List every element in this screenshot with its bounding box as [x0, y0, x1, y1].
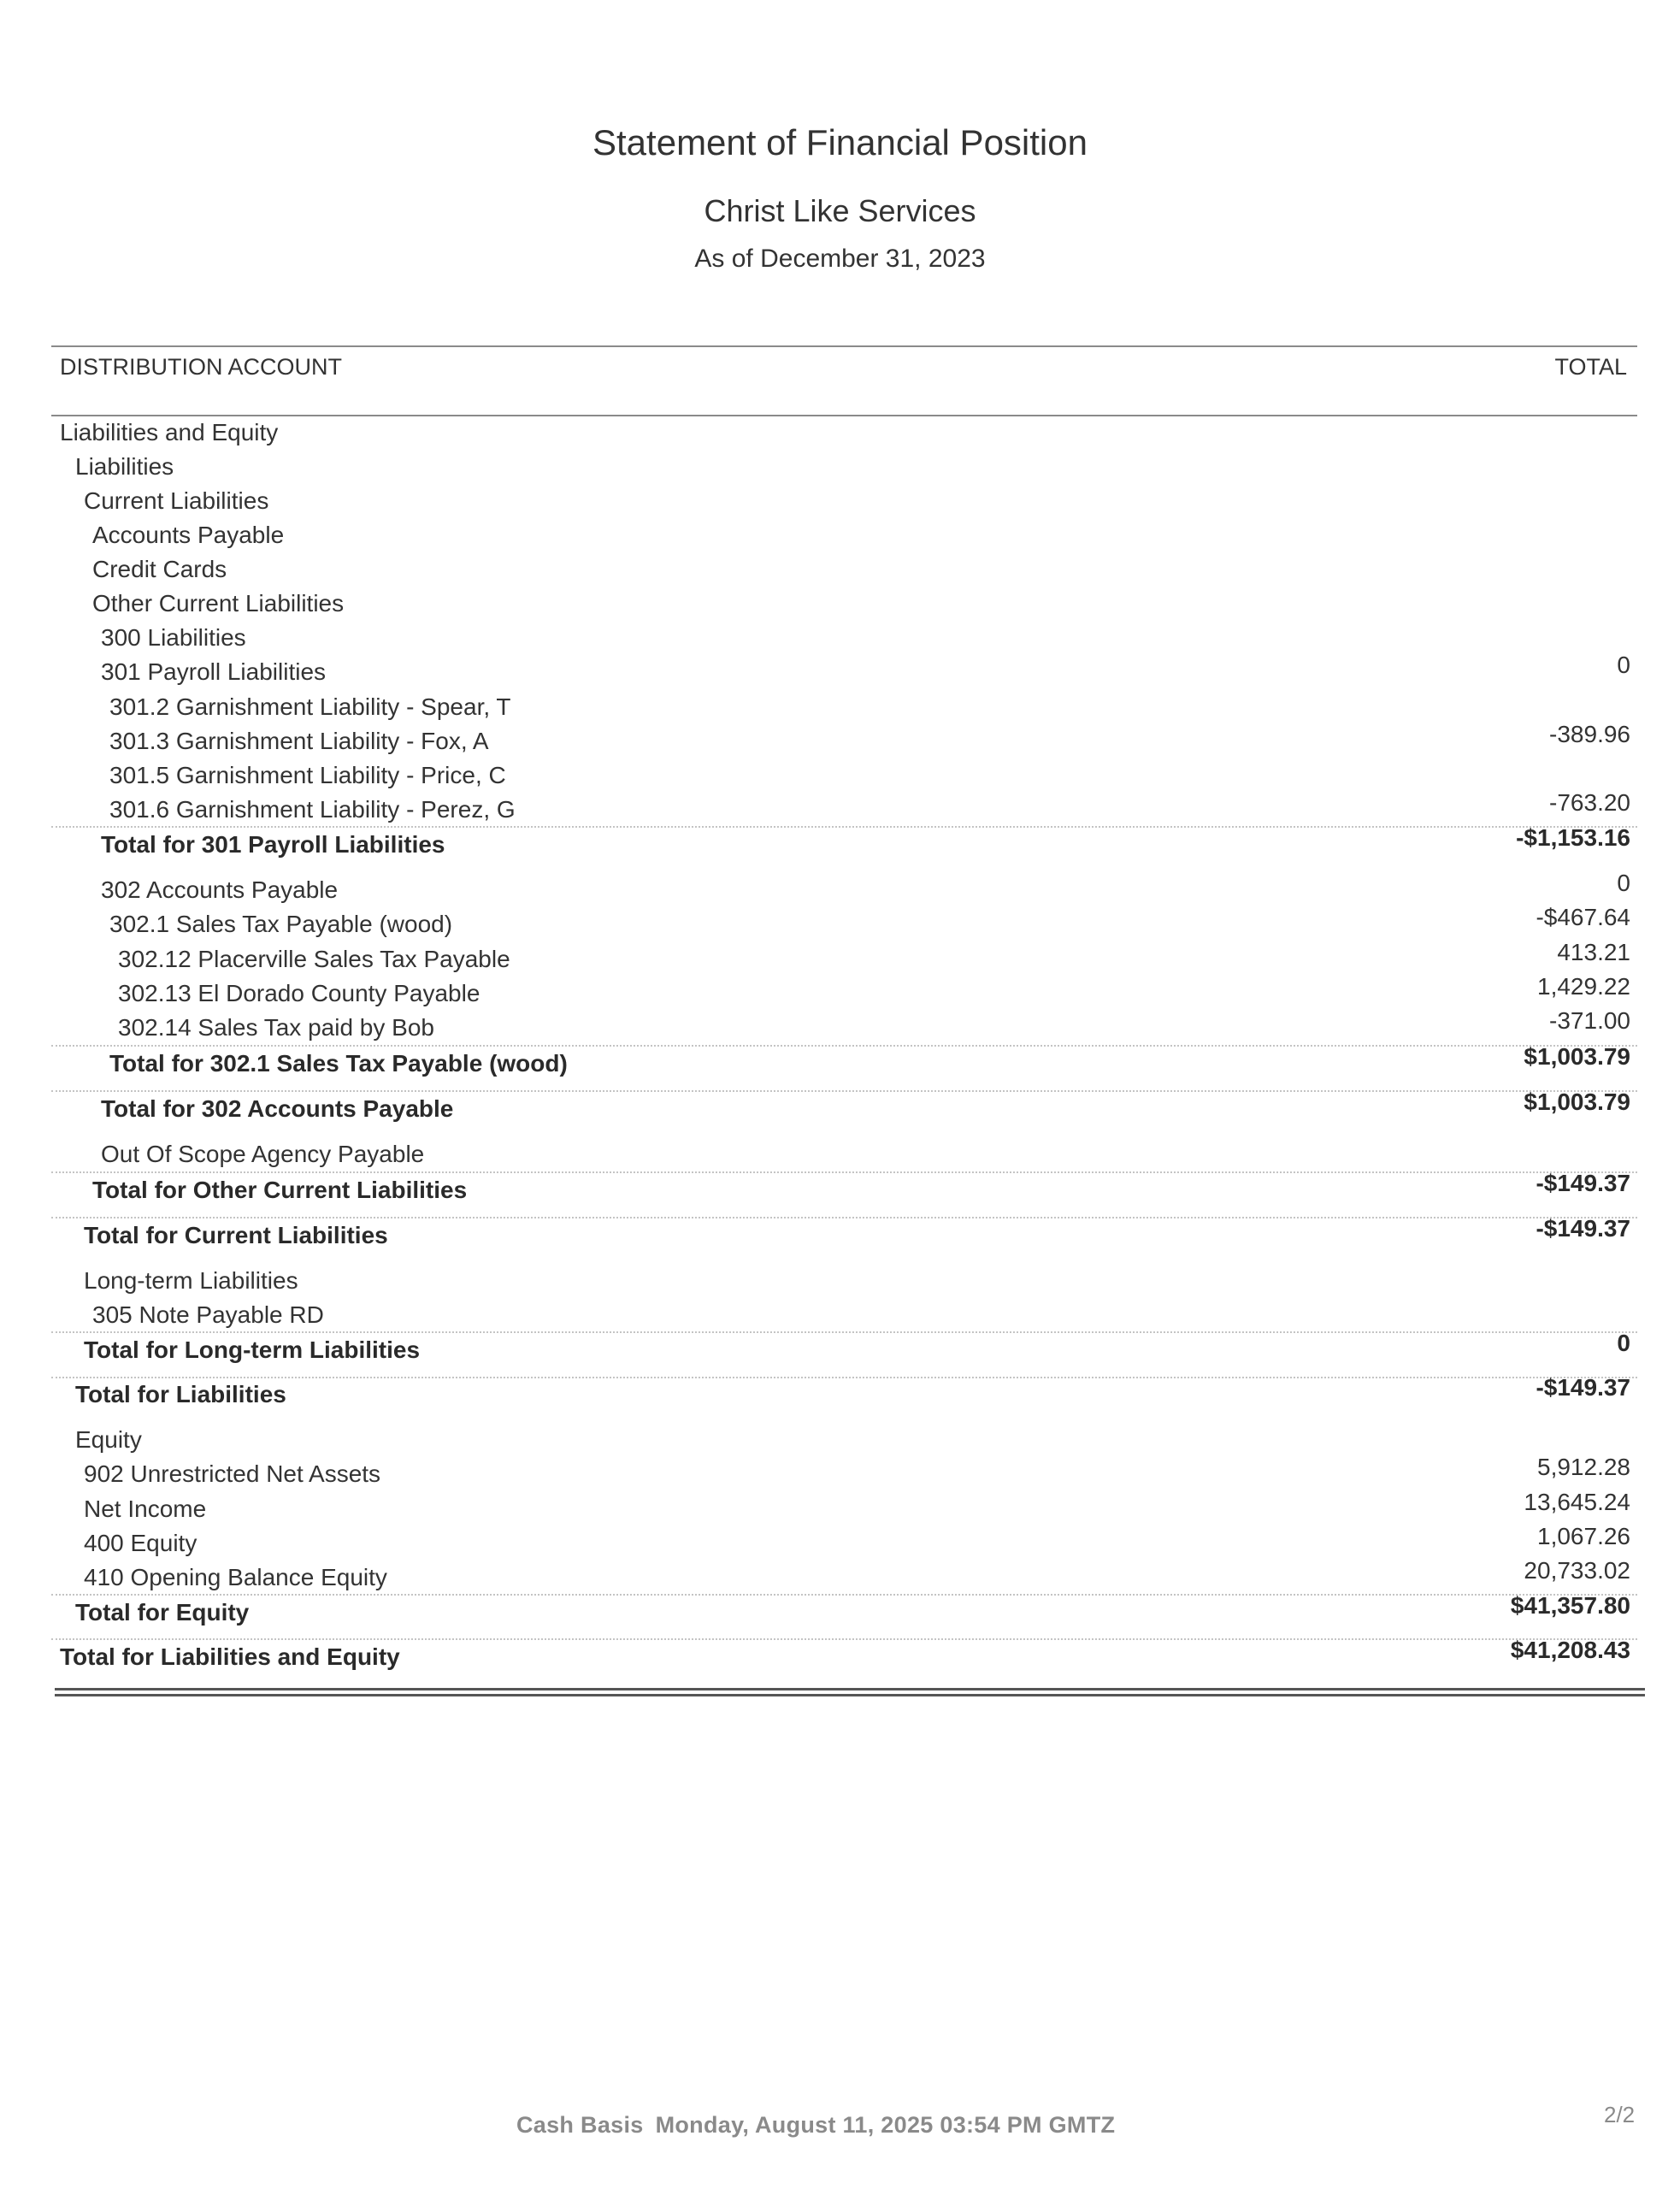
- account-label: 302.1 Sales Tax Payable (wood): [109, 911, 453, 937]
- account-row: [0, 652, 1680, 693]
- account-label: 301.5 Garnishment Liability - Price, C: [109, 762, 506, 788]
- account-total: 0: [1617, 870, 1630, 896]
- account-total: 1,429.22: [1537, 973, 1630, 1000]
- account-label: Total for Long-term Liabilities: [84, 1336, 421, 1363]
- account-label: Total for Equity: [75, 1599, 250, 1626]
- account-row: [0, 453, 1680, 487]
- account-row: [0, 1557, 1680, 1598]
- account-row: [0, 419, 1680, 453]
- account-total: 0: [1617, 652, 1630, 678]
- account-label: 302.13 El Dorado County Payable: [118, 980, 480, 1006]
- account-total: -$149.37: [1536, 1170, 1630, 1196]
- subtotal-dotted-rule: [51, 1331, 1637, 1333]
- account-total: -$467.64: [1536, 904, 1630, 930]
- account-row: [0, 624, 1680, 658]
- header-top-rule: [51, 345, 1637, 347]
- account-label: Accounts Payable: [92, 522, 285, 548]
- account-row: [0, 1007, 1680, 1048]
- account-label: 410 Opening Balance Equity: [84, 1564, 387, 1590]
- account-row: [0, 939, 1680, 980]
- account-row: [0, 487, 1680, 522]
- account-label: 902 Unrestricted Net Assets: [84, 1460, 381, 1487]
- company-name: Christ Like Services: [704, 193, 976, 228]
- account-row: [0, 973, 1680, 1014]
- subtotal-dotted-rule: [51, 826, 1637, 828]
- account-total: -389.96: [1549, 721, 1630, 747]
- column-header-account: DISTRIBUTION ACCOUNT: [60, 354, 343, 380]
- header-bottom-rule: [51, 415, 1637, 416]
- account-label: Total for Liabilities and Equity: [60, 1643, 400, 1670]
- total-row: [0, 1089, 1680, 1130]
- account-total: -$149.37: [1536, 1374, 1630, 1401]
- account-label: Total for 302 Accounts Payable: [101, 1095, 454, 1122]
- subtotal-dotted-rule: [51, 1638, 1637, 1640]
- account-total: 13,645.24: [1524, 1489, 1630, 1515]
- total-row: [0, 1215, 1680, 1256]
- account-row: [0, 870, 1680, 911]
- grand-total-double-rule-bottom: [55, 1694, 1645, 1696]
- report-footer: [516, 2112, 1115, 2139]
- account-row: [0, 1454, 1680, 1495]
- grand-total-double-rule-top: [55, 1688, 1645, 1690]
- account-label: 305 Note Payable RD: [92, 1301, 324, 1328]
- total-row: [0, 1170, 1680, 1211]
- total-row: [0, 1374, 1680, 1415]
- account-total: -$1,153.16: [1516, 824, 1630, 851]
- subtotal-dotted-rule: [51, 1594, 1637, 1596]
- account-row: [0, 556, 1680, 590]
- account-row: [0, 762, 1680, 796]
- subtotal-dotted-rule: [51, 1217, 1637, 1218]
- total-row: [0, 824, 1680, 865]
- account-label: Other Current Liabilities: [92, 590, 345, 617]
- account-total: -$149.37: [1536, 1215, 1630, 1242]
- total-row: [0, 1637, 1680, 1678]
- account-total: -371.00: [1549, 1007, 1630, 1034]
- account-total: $1,003.79: [1524, 1043, 1630, 1070]
- account-label: Total for Other Current Liabilities: [92, 1177, 468, 1203]
- account-row: [0, 1301, 1680, 1336]
- account-label: Liabilities and Equity: [60, 419, 279, 445]
- total-row: [0, 1592, 1680, 1633]
- account-label: 400 Equity: [84, 1530, 197, 1556]
- footer-timestamp: Monday, August 11, 2025 03:54 PM GMTZ: [655, 2112, 1116, 2138]
- account-row: [0, 721, 1680, 762]
- account-total: $1,003.79: [1524, 1089, 1630, 1115]
- account-row: [0, 789, 1680, 830]
- account-row: [0, 1267, 1680, 1301]
- account-label: 300 Liabilities: [101, 624, 246, 651]
- account-label: 301.3 Garnishment Liability - Fox, A: [109, 728, 489, 754]
- account-label: Total for 302.1 Sales Tax Payable (wood): [109, 1050, 568, 1077]
- total-row: [0, 1330, 1680, 1371]
- account-label: Net Income: [84, 1496, 207, 1522]
- account-row: [0, 1141, 1680, 1175]
- account-total: $41,208.43: [1510, 1637, 1630, 1663]
- account-label: 301.2 Garnishment Liability - Spear, T: [109, 693, 511, 720]
- report-date: As of December 31, 2023: [694, 245, 986, 273]
- account-label: Long-term Liabilities: [84, 1267, 298, 1294]
- account-row: [0, 522, 1680, 556]
- account-label: Total for Liabilities: [75, 1381, 286, 1407]
- subtotal-dotted-rule: [51, 1377, 1637, 1378]
- page-number: 2/2: [1604, 2102, 1636, 2127]
- account-label: Out Of Scope Agency Payable: [101, 1141, 425, 1167]
- account-label: Total for Current Liabilities: [84, 1222, 388, 1248]
- account-label: 302.12 Placerville Sales Tax Payable: [118, 946, 510, 972]
- account-label: Total for 301 Payroll Liabilities: [101, 831, 445, 858]
- account-label: Liabilities: [75, 453, 174, 480]
- report-title: Statement of Financial Position: [592, 122, 1088, 162]
- account-total: 5,912.28: [1537, 1454, 1630, 1480]
- footer-basis: Cash Basis: [516, 2112, 644, 2138]
- subtotal-dotted-rule: [51, 1045, 1637, 1047]
- account-row: [0, 1426, 1680, 1460]
- account-row: [0, 590, 1680, 624]
- column-header-total: TOTAL: [1554, 354, 1627, 380]
- account-total: -763.20: [1549, 789, 1630, 816]
- account-total: 20,733.02: [1524, 1557, 1630, 1584]
- account-row: [0, 1489, 1680, 1530]
- total-row: [0, 1043, 1680, 1084]
- account-label: Credit Cards: [92, 556, 227, 582]
- account-row: [0, 693, 1680, 728]
- account-total: 413.21: [1557, 939, 1630, 965]
- subtotal-dotted-rule: [51, 1090, 1637, 1092]
- account-label: 302 Accounts Payable: [101, 876, 339, 903]
- account-label: Current Liabilities: [84, 487, 269, 514]
- account-total: 1,067.26: [1537, 1523, 1630, 1549]
- account-label: 302.14 Sales Tax paid by Bob: [118, 1014, 434, 1041]
- account-total: 0: [1617, 1330, 1630, 1356]
- account-label: 301 Payroll Liabilities: [101, 658, 327, 685]
- account-row: [0, 1523, 1680, 1564]
- account-row: [0, 904, 1680, 945]
- subtotal-dotted-rule: [51, 1171, 1637, 1173]
- account-label: Equity: [75, 1426, 142, 1453]
- account-label: 301.6 Garnishment Liability - Perez, G: [109, 796, 516, 823]
- account-total: $41,357.80: [1510, 1592, 1630, 1619]
